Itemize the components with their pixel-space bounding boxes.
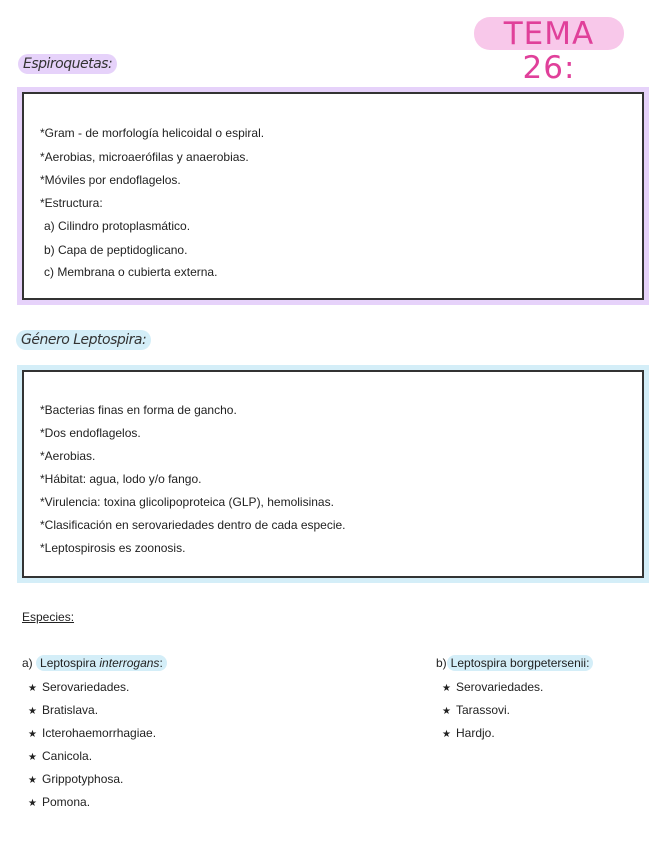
species-b-item bbox=[442, 680, 543, 694]
leptospira-line: *Hábitat: agua, lodo y/o fango. bbox=[40, 472, 202, 486]
species-a-item bbox=[28, 772, 123, 786]
species-b-item-label: Serovariedades. bbox=[456, 680, 544, 694]
species-a-item bbox=[28, 726, 156, 740]
espiroquetas-line: a) Cilindro protoplasmático. bbox=[44, 219, 191, 233]
espiroquetas-line: c) Membrana o cubierta externa. bbox=[44, 265, 218, 279]
leptospira-line: *Bacterias finas en forma de gancho. bbox=[40, 403, 237, 417]
species-b-name: Leptospira borgpetersenii: bbox=[447, 655, 594, 671]
species-a-name-end: : bbox=[159, 656, 163, 670]
espiroquetas-heading: Espiroquetas: bbox=[18, 54, 117, 74]
species-a-item bbox=[28, 749, 92, 763]
star-icon: ★ bbox=[28, 775, 37, 786]
espiroquetas-box bbox=[22, 92, 644, 300]
leptospira-box bbox=[22, 370, 644, 578]
star-icon: ★ bbox=[28, 798, 37, 809]
species-b-heading bbox=[436, 655, 593, 671]
star-icon: ★ bbox=[442, 729, 451, 740]
star-icon: ★ bbox=[442, 683, 451, 694]
star-icon: ★ bbox=[28, 752, 37, 763]
species-a-item bbox=[28, 795, 90, 809]
leptospira-line: *Aerobias. bbox=[40, 449, 96, 463]
leptospira-line: *Leptospirosis es zoonosis. bbox=[40, 541, 186, 555]
star-icon: ★ bbox=[28, 706, 37, 717]
leptospira-line: *Dos endoflagelos. bbox=[40, 426, 141, 440]
species-a-heading bbox=[22, 655, 167, 671]
species-a-item bbox=[28, 680, 129, 694]
species-a-item-label: Bratislava. bbox=[42, 703, 99, 717]
species-a-item bbox=[28, 703, 98, 717]
star-icon: ★ bbox=[28, 683, 37, 694]
leptospira-heading: Género Leptospira: bbox=[16, 330, 151, 350]
espiroquetas-line: *Móviles por endoflagelos. bbox=[40, 173, 181, 187]
species-a-item-label: Icterohaemorrhagiae. bbox=[42, 726, 157, 740]
species-a-item-label: Serovariedades. bbox=[42, 680, 130, 694]
species-a-item-label: Grippotyphosa. bbox=[42, 772, 124, 786]
species-a-name-italic: interrogans bbox=[99, 656, 160, 670]
page-title: TEMA 26: bbox=[474, 17, 624, 50]
species-a-item-label: Pomona. bbox=[42, 795, 91, 809]
star-icon: ★ bbox=[442, 706, 451, 717]
star-icon: ★ bbox=[28, 729, 37, 740]
species-b-item bbox=[442, 703, 510, 717]
species-b-item-label: Hardjo. bbox=[456, 726, 495, 740]
especies-heading: Especies: bbox=[22, 610, 75, 624]
leptospira-line: *Clasificación en serovariedades dentro de cada especie. bbox=[40, 518, 346, 532]
species-a-name-start: Leptospira bbox=[40, 656, 100, 670]
species-a-name bbox=[36, 655, 167, 671]
species-b-prefix: b) bbox=[436, 656, 447, 670]
species-a-prefix: a) bbox=[22, 656, 33, 670]
species-b-item bbox=[442, 726, 495, 740]
espiroquetas-line: *Estructura: bbox=[40, 196, 103, 210]
species-b-item-label: Tarassovi. bbox=[456, 703, 511, 717]
espiroquetas-line: *Aerobias, microaerófilas y anaerobias. bbox=[40, 150, 249, 164]
leptospira-line: *Virulencia: toxina glicolipoproteica (GLP), hemolisinas. bbox=[40, 495, 334, 509]
espiroquetas-line: b) Capa de peptidoglicano. bbox=[44, 243, 188, 257]
species-a-item-label: Canicola. bbox=[42, 749, 93, 763]
espiroquetas-line: *Gram - de morfología helicoidal o espiral. bbox=[40, 126, 265, 140]
